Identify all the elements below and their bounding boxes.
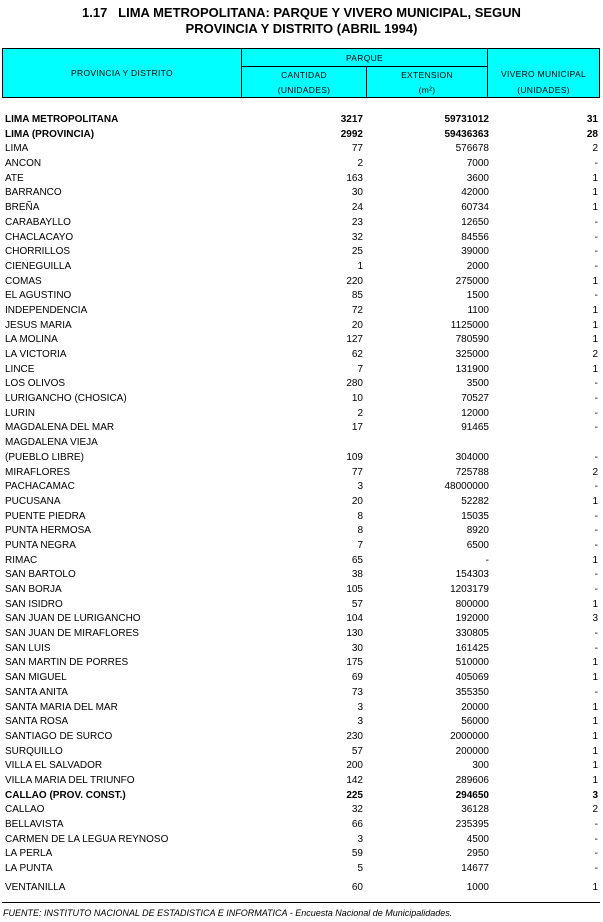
- cantidad-cell: 20: [351, 319, 363, 331]
- cantidad-cell: 8: [357, 525, 363, 537]
- district-cell: CARMEN DE LA LEGUA REYNOSO: [5, 833, 169, 845]
- cantidad-cell: 60: [351, 881, 363, 893]
- cantidad-cell: 175: [346, 657, 363, 669]
- table-row: [2, 319, 600, 334]
- cantidad-cell: 69: [351, 672, 363, 684]
- district-cell: CHACLACAYO: [5, 231, 74, 243]
- table-row: [2, 862, 600, 877]
- table-row: [2, 583, 600, 598]
- district-cell: BARRANCO: [5, 187, 62, 199]
- extension-cell: 289606: [455, 774, 489, 786]
- table-row: [2, 186, 600, 201]
- cantidad-cell: 38: [351, 569, 363, 581]
- cantidad-cell: 8: [357, 510, 363, 522]
- extension-cell: 1100: [467, 304, 489, 316]
- extension-cell: -: [485, 554, 489, 566]
- table-row: [2, 172, 600, 187]
- vivero-cell: -: [594, 686, 598, 698]
- cantidad-cell: 3217: [340, 114, 363, 125]
- vivero-cell: -: [594, 525, 598, 537]
- cantidad-cell: 73: [351, 686, 363, 698]
- vivero-cell: -: [594, 819, 598, 831]
- table-row: [2, 377, 600, 392]
- vivero-cell: 1: [592, 202, 598, 214]
- table-bottom-rule: [2, 902, 600, 903]
- vivero-cell: 2: [592, 143, 598, 155]
- district-cell: CALLAO (PROV. CONST.): [5, 789, 126, 801]
- table-row: [2, 260, 600, 275]
- district-cell: CARABAYLLO: [5, 216, 71, 228]
- vivero-cell: 1: [592, 598, 598, 610]
- district-cell: LIMA METROPOLITANA: [5, 114, 119, 125]
- cantidad-cell: 3: [357, 833, 363, 845]
- vivero-cell: 1: [592, 275, 598, 287]
- district-cell: LA PERLA: [5, 848, 53, 860]
- district-cell: LA VICTORIA: [5, 349, 67, 360]
- cantidad-cell: 7: [357, 539, 363, 551]
- vivero-cell: 1: [592, 657, 598, 669]
- header-district: PROVINCIA Y DISTRITO: [71, 68, 173, 78]
- table-row: [2, 671, 600, 686]
- district-cell: RIMAC: [5, 554, 38, 566]
- table-row: [2, 759, 600, 774]
- vivero-cell: 1: [592, 774, 598, 786]
- table-row: [2, 803, 600, 818]
- table-row: [2, 348, 600, 363]
- cantidad-cell: 72: [351, 304, 363, 316]
- district-cell: PUENTE PIEDRA: [5, 510, 86, 522]
- header-vivero: VIVERO MUNICIPAL: [501, 69, 586, 79]
- cantidad-cell: 1: [357, 260, 363, 272]
- table-row: [2, 881, 600, 896]
- cantidad-cell: 77: [351, 466, 363, 478]
- extension-cell: 6500: [466, 539, 489, 551]
- table-row: [2, 745, 600, 760]
- table-row: [2, 598, 600, 613]
- table-row: [2, 466, 600, 481]
- table-row: [2, 627, 600, 642]
- cantidad-cell: 7: [357, 363, 363, 375]
- cantidad-cell: 220: [346, 275, 363, 287]
- vivero-cell: -: [594, 158, 598, 170]
- extension-cell: 780590: [455, 334, 489, 346]
- cantidad-cell: 230: [346, 730, 363, 742]
- district-cell: BREÑA: [5, 202, 40, 214]
- district-cell: CALLAO: [5, 804, 45, 816]
- extension-cell: 12000: [461, 407, 489, 419]
- table-row: [2, 715, 600, 730]
- vivero-cell: 1: [592, 745, 598, 757]
- extension-cell: 800000: [455, 598, 489, 610]
- district-cell: LURIN: [5, 407, 36, 419]
- district-cell: SAN BARTOLO: [5, 569, 76, 581]
- extension-cell: 304000: [455, 451, 489, 463]
- extension-cell: 235395: [455, 819, 489, 831]
- extension-cell: 275000: [455, 275, 489, 287]
- extension-cell: 56000: [461, 716, 489, 728]
- header-parque: PARQUE: [345, 52, 384, 63]
- cantidad-cell: 3: [357, 481, 363, 493]
- extension-cell: 4500: [466, 833, 489, 845]
- extension-cell: 2000: [466, 260, 489, 272]
- extension-cell: 192000: [455, 613, 489, 625]
- table-row: [2, 730, 600, 745]
- table-row: [2, 774, 600, 789]
- vivero-cell: -: [594, 833, 598, 845]
- table-row: [2, 701, 600, 716]
- vivero-cell: -: [594, 231, 598, 243]
- district-cell: PUCUSANA: [5, 495, 61, 507]
- vivero-cell: -: [594, 290, 598, 302]
- cantidad-cell: 30: [351, 642, 363, 654]
- vivero-cell: 1: [592, 304, 598, 316]
- district-cell: PUNTA HERMOSA: [5, 525, 91, 537]
- district-cell: SAN MIGUEL: [5, 672, 67, 684]
- cantidad-cell: 5: [357, 863, 363, 875]
- vivero-cell: -: [594, 584, 598, 596]
- extension-cell: 39000: [461, 246, 489, 258]
- vivero-cell: 1: [592, 760, 598, 772]
- extension-cell: 3600: [466, 172, 489, 184]
- district-cell: SAN LUIS: [5, 642, 51, 654]
- cantidad-cell: 59: [351, 848, 363, 860]
- vivero-cell: -: [594, 539, 598, 551]
- district-cell: CIENEGUILLA: [5, 260, 72, 272]
- extension-cell: 12650: [461, 216, 489, 228]
- table-row: [2, 833, 600, 848]
- extension-cell: 405069: [455, 672, 489, 684]
- extension-cell: 59436363: [444, 128, 489, 140]
- district-cell: LURIGANCHO (CHOSICA): [5, 393, 127, 405]
- extension-cell: 15035: [461, 510, 489, 522]
- vivero-cell: -: [594, 569, 598, 581]
- district-cell: ANCON: [5, 158, 42, 170]
- table-row: [2, 289, 600, 304]
- cantidad-cell: 30: [351, 187, 363, 199]
- table-row: [2, 510, 600, 525]
- district-cell: LIMA: [5, 143, 29, 155]
- table-row: [2, 568, 600, 583]
- vivero-cell: -: [594, 393, 598, 405]
- extension-cell: 161425: [455, 642, 489, 654]
- extension-cell: 36128: [461, 804, 489, 816]
- extension-cell: 325000: [455, 349, 489, 360]
- vivero-cell: -: [594, 246, 598, 258]
- district-cell: SANTA ROSA: [5, 716, 69, 728]
- district-cell: LA MOLINA: [5, 334, 58, 346]
- district-cell: LOS OLIVOS: [5, 378, 66, 390]
- cantidad-cell: 109: [346, 451, 363, 463]
- district-cell: SANTA ANITA: [5, 686, 68, 698]
- district-cell: CHORRILLOS: [5, 246, 71, 258]
- table-row: [2, 304, 600, 319]
- district-cell: ATE: [5, 172, 24, 184]
- vivero-cell: 2: [592, 349, 598, 360]
- vivero-cell: -: [594, 848, 598, 860]
- extension-cell: 1000: [466, 881, 489, 893]
- table-row: [2, 686, 600, 701]
- district-cell: EL AGUSTINO: [5, 290, 72, 302]
- cantidad-cell: 24: [351, 202, 363, 214]
- cantidad-cell: 66: [351, 819, 363, 831]
- table-row: [2, 333, 600, 348]
- district-cell: SAN JUAN DE LURIGANCHO: [5, 613, 141, 625]
- vivero-cell: 31: [586, 114, 598, 125]
- vivero-cell: -: [594, 481, 598, 493]
- extension-cell: 20000: [461, 701, 489, 713]
- district-cell: SAN BORJA: [5, 584, 62, 596]
- vivero-cell: 1: [592, 363, 598, 375]
- cantidad-cell: 105: [346, 584, 363, 596]
- title-line-2: PROVINCIA Y DISTRITO (ABRIL 1994): [185, 21, 418, 36]
- vivero-cell: -: [594, 216, 598, 228]
- vivero-cell: 3: [592, 613, 598, 625]
- district-cell: BELLAVISTA: [5, 819, 64, 831]
- extension-cell: 42000: [461, 187, 489, 199]
- table-title: [0, 5, 603, 37]
- district-cell: SURQUILLO: [5, 745, 63, 757]
- table-row: [2, 789, 600, 804]
- district-cell: SAN ISIDRO: [5, 598, 63, 610]
- district-cell: SANTA MARIA DEL MAR: [5, 701, 118, 713]
- table-row: [2, 142, 600, 157]
- district-cell: INDEPENDENCIA: [5, 304, 88, 316]
- cantidad-cell: 2: [357, 407, 363, 419]
- district-cell: SAN MARTIN DE PORRES: [5, 657, 129, 669]
- vivero-cell: 28: [586, 128, 598, 140]
- table-row: [2, 392, 600, 407]
- district-cell: PUNTA NEGRA: [5, 539, 76, 551]
- cantidad-cell: 2: [357, 158, 363, 170]
- vivero-cell: 3: [592, 789, 598, 801]
- vivero-cell: 2: [592, 466, 598, 478]
- cantidad-cell: 57: [351, 745, 363, 757]
- cantidad-cell: 23: [351, 216, 363, 228]
- header-vivero-unit: (UNIDADES): [517, 84, 570, 95]
- table-row: [2, 363, 600, 378]
- table-row: [2, 245, 600, 260]
- cantidad-cell: 77: [351, 143, 363, 155]
- vivero-cell: 1: [592, 334, 598, 346]
- extension-cell: 200000: [455, 745, 489, 757]
- header-cantidad-unit: (UNIDADES): [277, 84, 331, 95]
- cantidad-cell: 2992: [340, 128, 363, 140]
- vivero-cell: -: [594, 451, 598, 463]
- cantidad-cell: 3: [357, 716, 363, 728]
- extension-cell: 7000: [466, 158, 489, 170]
- district-cell: MIRAFLORES: [5, 466, 71, 478]
- header-cantidad: CANTIDAD: [281, 69, 327, 80]
- title-line-1: 1.17 LIMA METROPOLITANA: PARQUE Y VIVERO MUNICIPAL, SEGUN: [82, 5, 521, 20]
- vivero-cell: 1: [592, 554, 598, 566]
- cantidad-cell: 65: [351, 554, 363, 566]
- cantidad-cell: 104: [346, 613, 363, 625]
- table-row: [2, 818, 600, 833]
- table-row: [2, 554, 600, 569]
- extension-cell: 84556: [461, 231, 489, 243]
- source-note: FUENTE: INSTITUTO NACIONAL DE ESTADISTICA E INFORMATICA - Encuesta Nacional de Municipalidades.: [3, 908, 453, 918]
- cantidad-cell: 200: [346, 760, 363, 772]
- extension-cell: 1203179: [450, 584, 489, 596]
- table-row: [2, 436, 600, 465]
- cantidad-cell: 32: [351, 804, 363, 816]
- vivero-cell: -: [594, 378, 598, 390]
- table-row: [2, 113, 600, 128]
- extension-cell: 154303: [455, 569, 489, 581]
- cantidad-cell: 17: [351, 422, 363, 434]
- extension-cell: 1125000: [450, 319, 489, 331]
- vivero-cell: 1: [592, 881, 598, 893]
- vivero-cell: -: [594, 628, 598, 640]
- district-cell: LINCE: [5, 363, 35, 375]
- extension-cell: 131900: [455, 363, 489, 375]
- extension-cell: 300: [472, 760, 489, 772]
- table-row: [2, 275, 600, 290]
- extension-cell: 1500: [466, 290, 489, 302]
- table-row: [2, 421, 600, 436]
- cantidad-cell: 25: [351, 246, 363, 258]
- cantidad-cell: 62: [351, 349, 363, 360]
- district-cell: MAGDALENA VIEJA (PUEBLO LIBRE): [5, 437, 98, 463]
- table-row: [2, 157, 600, 172]
- vivero-cell: -: [594, 422, 598, 434]
- table-row: [2, 128, 600, 143]
- header-extension: EXTENSION: [401, 69, 453, 80]
- cantidad-cell: 85: [351, 290, 363, 302]
- table-row: [2, 612, 600, 627]
- vivero-cell: -: [594, 407, 598, 419]
- cantidad-cell: 127: [346, 334, 363, 346]
- extension-cell: 510000: [455, 657, 489, 669]
- vivero-cell: -: [594, 510, 598, 522]
- vivero-cell: -: [594, 642, 598, 654]
- district-cell: SAN JUAN DE MIRAFLORES: [5, 628, 139, 640]
- vivero-cell: 1: [592, 495, 598, 507]
- table-row: [2, 656, 600, 671]
- cantidad-cell: 280: [346, 378, 363, 390]
- extension-cell: 2000000: [450, 730, 489, 742]
- vivero-cell: 1: [592, 701, 598, 713]
- cantidad-cell: 3: [357, 701, 363, 713]
- district-cell: VILLA EL SALVADOR: [5, 760, 103, 772]
- extension-cell: 59731012: [444, 114, 489, 125]
- cantidad-cell: 20: [351, 495, 363, 507]
- extension-cell: 48000000: [444, 481, 489, 493]
- cantidad-cell: 57: [351, 598, 363, 610]
- extension-cell: 3500: [466, 378, 489, 390]
- extension-cell: 294650: [455, 789, 489, 801]
- vivero-cell: 1: [592, 716, 598, 728]
- table-row: [2, 642, 600, 657]
- table-row: [2, 231, 600, 246]
- table-row: [2, 524, 600, 539]
- cantidad-cell: 10: [351, 393, 363, 405]
- district-cell: LIMA (PROVINCIA): [5, 128, 95, 140]
- extension-cell: 91465: [461, 422, 489, 434]
- table-row: [2, 539, 600, 554]
- vivero-cell: 1: [592, 319, 598, 331]
- cantidad-cell: 130: [346, 628, 363, 640]
- table-header: [2, 48, 600, 98]
- vivero-cell: 2: [592, 804, 598, 816]
- district-cell: PACHACAMAC: [5, 481, 75, 493]
- extension-cell: 8920: [466, 525, 489, 537]
- table-body: [2, 113, 600, 895]
- table-row: [2, 216, 600, 231]
- extension-cell: 725788: [455, 466, 489, 478]
- district-cell: VENTANILLA: [5, 881, 66, 893]
- district-cell: JESUS MARIA: [5, 319, 72, 331]
- table-row: [2, 495, 600, 510]
- vivero-cell: -: [594, 260, 598, 272]
- table-row: [2, 407, 600, 422]
- extension-cell: 355350: [455, 686, 489, 698]
- extension-cell: 70527: [461, 393, 489, 405]
- table-row: [2, 480, 600, 495]
- vivero-cell: 1: [592, 672, 598, 684]
- cantidad-cell: 142: [346, 774, 363, 786]
- district-cell: VILLA MARIA DEL TRIUNFO: [5, 774, 135, 786]
- vivero-cell: 1: [592, 187, 598, 199]
- vivero-cell: -: [594, 863, 598, 875]
- district-cell: SANTIAGO DE SURCO: [5, 730, 113, 742]
- extension-cell: 52282: [461, 495, 489, 507]
- district-cell: MAGDALENA DEL MAR: [5, 422, 115, 434]
- district-cell: LA PUNTA: [5, 863, 53, 875]
- cantidad-cell: 225: [346, 789, 363, 801]
- table-row: [2, 847, 600, 862]
- extension-cell: 2950: [466, 848, 489, 860]
- header-extension-unit: (m²): [418, 84, 436, 95]
- cantidad-cell: 163: [346, 172, 363, 184]
- extension-cell: 330805: [455, 628, 489, 640]
- table-row: [2, 201, 600, 216]
- extension-cell: 14677: [461, 863, 489, 875]
- extension-cell: 60734: [461, 202, 489, 214]
- vivero-cell: 1: [592, 730, 598, 742]
- vivero-cell: 1: [592, 172, 598, 184]
- district-cell: COMAS: [5, 275, 42, 287]
- extension-cell: 576678: [455, 143, 489, 155]
- cantidad-cell: 32: [351, 231, 363, 243]
